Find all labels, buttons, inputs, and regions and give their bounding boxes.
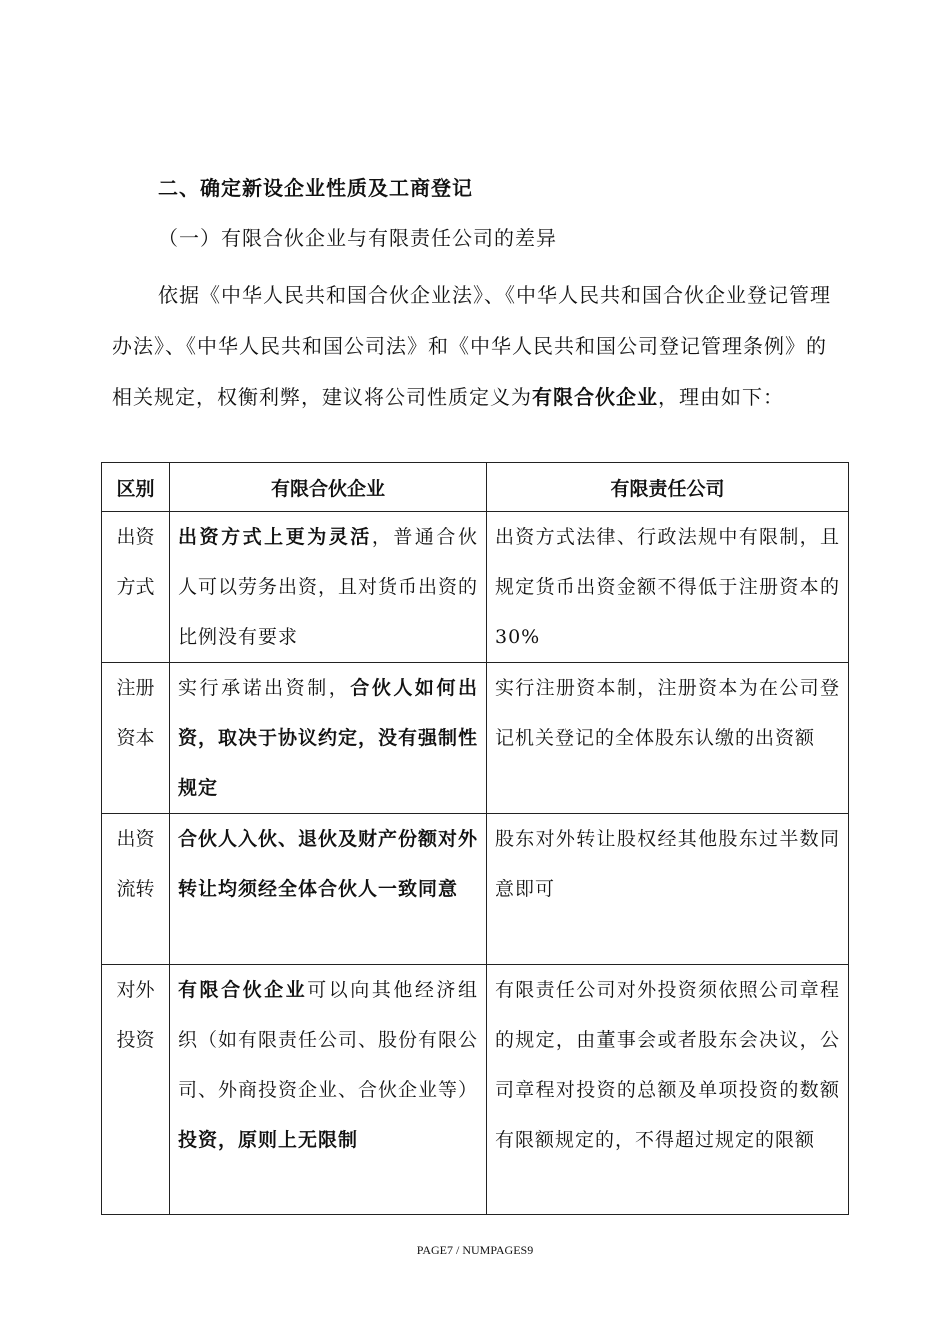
- lp-cell: 实行承诺出资制，合伙人如何出资，取决于协议约定，没有强制性规定: [170, 663, 487, 814]
- table-row: [102, 965, 849, 1215]
- subsection-heading: （一）有限合伙企业与有限责任公司的差异: [158, 226, 557, 250]
- lp-cell: 有限合伙企业可以向其他经济组织（如有限责任公司、股份有限公司、外商投资企业、合伙企业等）投资，原则上无限制: [170, 965, 487, 1215]
- row-label: 出资 流转: [102, 814, 170, 965]
- llc-cell: 出资方式法律、行政法规中有限制，且规定货币出资金额不得低于注册资本的30%: [487, 512, 849, 663]
- table-row: [102, 512, 849, 663]
- header-llc: 有限责任公司: [487, 463, 849, 512]
- row-label: 注册 资本: [102, 663, 170, 814]
- intro-text-after: ，理由如下：: [658, 385, 784, 409]
- page-footer: PAGE7 / NUMPAGES9: [416, 1243, 534, 1257]
- table-row: [102, 814, 849, 965]
- header-difference: 区别: [102, 463, 170, 512]
- comparison-table: [101, 462, 849, 1215]
- lp-cell: 合伙人入伙、退伙及财产份额对外转让均须经全体合伙人一致同意: [170, 814, 487, 965]
- llc-cell: 股东对外转让股权经其他股东过半数同意即可: [487, 814, 849, 965]
- llc-cell: 有限责任公司对外投资须依照公司章程的规定，由董事会或者股东会决议，公司章程对投资的总额及单项投资的数额有限额规定的，不得超过规定的限额: [487, 965, 849, 1215]
- table-row: [102, 663, 849, 814]
- intro-bold-text: 有限合伙企业: [532, 385, 658, 409]
- row-label: 对外 投资: [102, 965, 170, 1215]
- section-heading: 二、确定新设企业性质及工商登记: [158, 176, 473, 200]
- lp-cell: 出资方式上更为灵活，普通合伙人可以劳务出资，且对货币出资的比例没有要求: [170, 512, 487, 663]
- table-header-row: [102, 463, 849, 512]
- row-label: 出资 方式: [102, 512, 170, 663]
- intro-text-before: 依据《中华人民共和国合伙企业法》、《中华人民共和国合伙企业登记管理办法》、《中华人民共和国公司法》和《中华人民共和国公司登记管理条例》的相关规定，权衡利弊，建议将公司性质定义为: [112, 283, 831, 409]
- header-limited-partnership: 有限合伙企业: [170, 463, 487, 512]
- intro-paragraph: [112, 270, 847, 423]
- llc-cell: 实行注册资本制，注册资本为在公司登记机关登记的全体股东认缴的出资额: [487, 663, 849, 814]
